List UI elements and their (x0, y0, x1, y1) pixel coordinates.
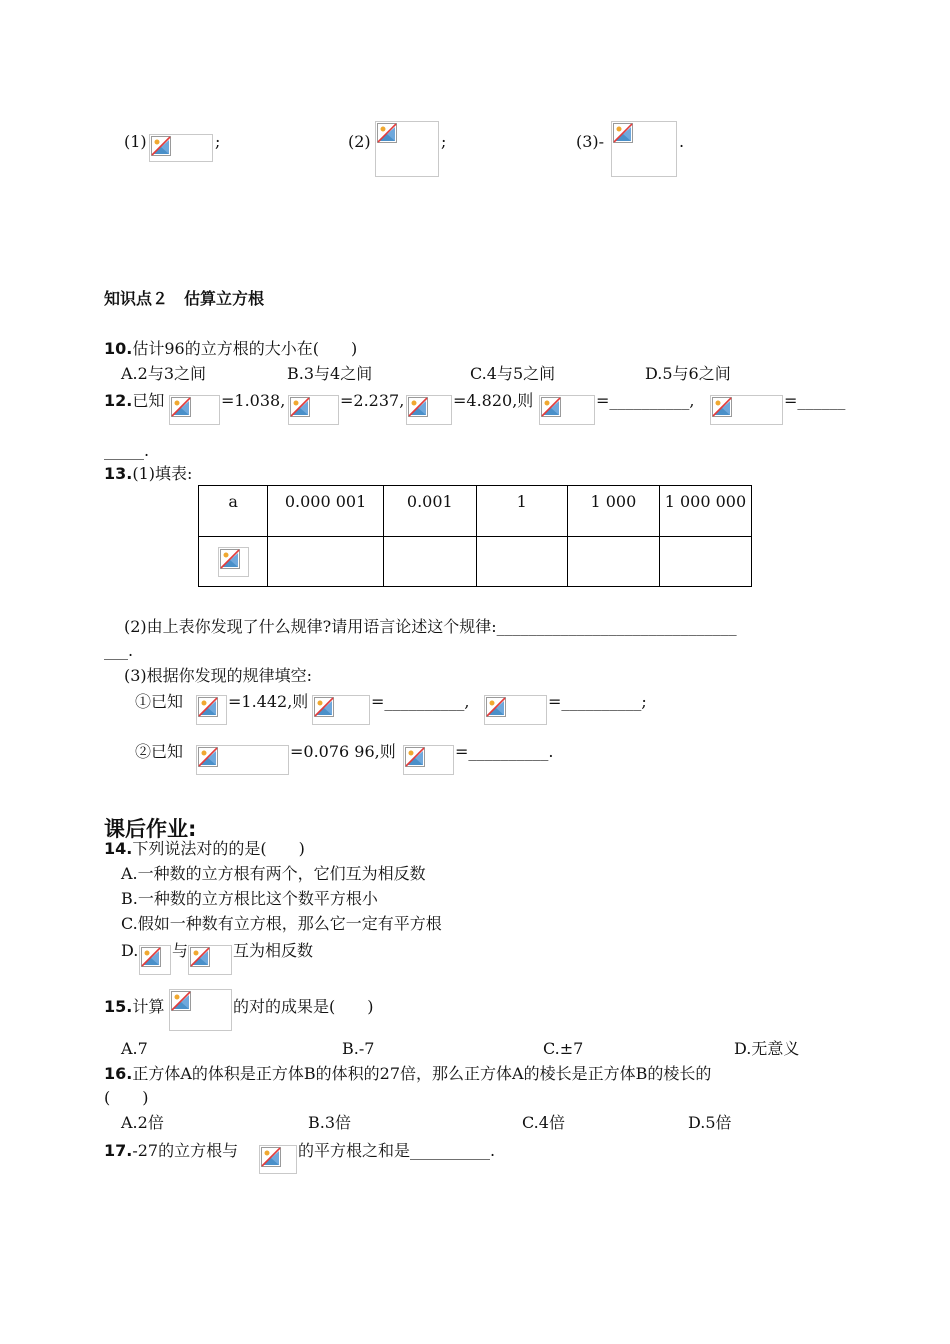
question-number: 16. (104, 1064, 133, 1083)
broken-image-icon (541, 397, 561, 417)
broken-image-icon (141, 947, 161, 967)
broken-image-icon (190, 947, 210, 967)
broken-image-icon (613, 123, 633, 143)
known-value-3: =4.820,则 (453, 391, 534, 410)
formula-image (196, 745, 289, 775)
option-a: A.2倍 (121, 1113, 164, 1132)
question-13-part2-cont: ___. (104, 641, 134, 660)
table-header-cell: 0.000 001 (268, 486, 384, 537)
option-c: C.4倍 (522, 1113, 565, 1132)
table-formula-cell (199, 537, 268, 587)
question-lead: 计算 (132, 997, 165, 1016)
answer-blank-1: =__________, (596, 391, 695, 410)
q9-part2-label: (2) (348, 132, 371, 151)
question-number: 14. (104, 839, 133, 858)
broken-image-icon (198, 697, 218, 717)
formula-image (169, 989, 232, 1031)
formula-image (139, 945, 171, 975)
formula-image (218, 547, 249, 577)
broken-image-icon (486, 697, 506, 717)
question-number: 12. (104, 391, 133, 410)
formula-image (611, 121, 677, 177)
formula-image (196, 695, 227, 725)
question-lead: (1)填表: (132, 464, 193, 483)
table-header-cell: 1 000 (567, 486, 659, 537)
question-text: 正方体A的体积是正方体B的体积的27倍，那么正方体A的棱长是正方体B的棱长的 (132, 1064, 712, 1083)
sub-item-1-lead: ①已知 (135, 692, 184, 711)
formula-image (406, 395, 452, 425)
table-header-cell: 1 000 000 (659, 486, 751, 537)
formula-image (484, 695, 547, 725)
question-13 (104, 464, 192, 484)
fill-table (198, 485, 752, 587)
formula-image (288, 395, 339, 425)
broken-image-icon (171, 397, 191, 417)
formula-image (259, 1145, 297, 1174)
option-c: C.假如一种数有立方根，那么它一定有平方根 (121, 914, 442, 933)
question-lead: -27的立方根与 (132, 1141, 239, 1160)
homework-title: 课后作业: (104, 817, 197, 841)
question-16 (104, 1064, 711, 1084)
question-lead: 已知 (132, 391, 165, 410)
q9-part3-label: (3)- (576, 132, 605, 151)
table-answer-cell[interactable] (476, 537, 567, 587)
sub-item-1-value: =1.442,则 (228, 692, 309, 711)
known-value-1: =1.038, (221, 391, 286, 410)
broken-image-icon (220, 549, 240, 569)
formula-image (710, 395, 783, 425)
question-14 (104, 839, 305, 859)
answer-blank-2-cont: _____. (104, 441, 150, 460)
option-c: C.±7 (543, 1039, 584, 1058)
formula-image (312, 695, 370, 725)
q9-part1-end: ; (215, 132, 221, 151)
broken-image-icon (290, 397, 310, 417)
question-number: 13. (104, 464, 133, 483)
question-text: 估计96的立方根的大小在( ) (132, 339, 358, 358)
option-c: C.4与5之间 (470, 364, 556, 383)
table-header-cell: 0.001 (383, 486, 476, 537)
option-b: B.一种数的立方根比这个数平方根小 (121, 889, 378, 908)
option-a: A.一种数的立方根有两个，它们互为相反数 (121, 864, 426, 883)
option-b: B.3与4之间 (287, 364, 373, 383)
option-d-end: 互为相反数 (233, 941, 314, 960)
question-13-part3: (3)根据你发现的规律填空: (124, 666, 313, 685)
sub-item-2-value: =0.076 96,则 (290, 742, 396, 761)
q9-part3-end: . (679, 132, 685, 151)
formula-image (149, 134, 213, 162)
broken-image-icon (314, 697, 334, 717)
question-tail: 的对的成果是( ) (233, 997, 374, 1016)
formula-image (539, 395, 595, 425)
question-10 (104, 339, 357, 359)
broken-image-icon (377, 123, 397, 143)
sub-item-1-blank-2: =__________; (548, 692, 647, 711)
option-d-mid: 与 (172, 941, 189, 960)
table-header-cell: a (199, 486, 268, 537)
answer-blank-2: =______ (784, 391, 846, 410)
question-number: 10. (104, 339, 133, 358)
option-b: B.3倍 (308, 1113, 352, 1132)
option-d: D.无意义 (734, 1039, 800, 1058)
broken-image-icon (261, 1147, 281, 1167)
sub-item-2-blank: =__________. (455, 742, 554, 761)
question-text: 下列说法对的的是( ) (132, 839, 305, 858)
formula-image (169, 395, 220, 425)
broken-image-icon (198, 747, 218, 767)
question-number: 17. (104, 1141, 133, 1160)
broken-image-icon (405, 747, 425, 767)
option-a: A.2与3之间 (121, 364, 207, 383)
table-answer-cell[interactable] (383, 537, 476, 587)
question-17 (104, 1141, 238, 1161)
broken-image-icon (151, 136, 171, 156)
question-12 (104, 391, 164, 411)
broken-image-icon (408, 397, 428, 417)
formula-image (403, 745, 454, 775)
section-title: 知识点２ 估算立方根 (104, 289, 265, 308)
option-d: D.5倍 (688, 1113, 732, 1132)
formula-image (188, 945, 232, 975)
question-number: 15. (104, 997, 133, 1016)
known-value-2: =2.237, (340, 391, 405, 410)
q9-part1-label: (1) (124, 132, 147, 151)
question-tail: 的平方根之和是__________. (298, 1141, 496, 1160)
table-answer-cell[interactable] (268, 537, 384, 587)
formula-image (375, 121, 439, 177)
option-d: D.5与6之间 (645, 364, 731, 383)
question-13-part2: (2)由上表你发现了什么规律?请用语言论述这个规律:______________________________ (124, 617, 737, 636)
question-15 (104, 997, 164, 1017)
sub-item-2-lead: ②已知 (135, 742, 184, 761)
q9-part2-end: ; (441, 132, 447, 151)
broken-image-icon (171, 991, 191, 1011)
table-answer-cell[interactable] (659, 537, 751, 587)
sub-item-1-blank-1: =__________, (371, 692, 470, 711)
question-paren: ( ) (104, 1088, 149, 1107)
table-answer-cell[interactable] (567, 537, 659, 587)
option-d-lead: D. (121, 941, 139, 960)
table-header-cell: 1 (476, 486, 567, 537)
option-a: A.7 (121, 1039, 148, 1058)
broken-image-icon (712, 397, 732, 417)
option-b: B.-7 (342, 1039, 375, 1058)
